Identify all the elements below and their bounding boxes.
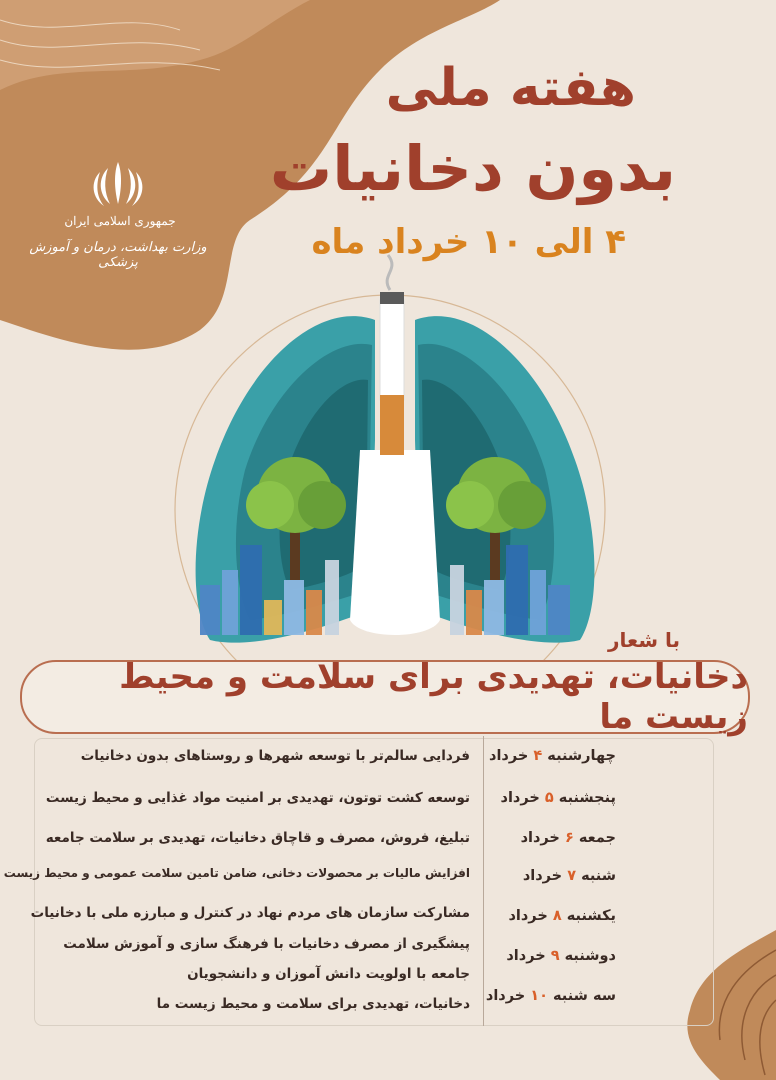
iran-emblem-icon xyxy=(90,158,146,210)
day-month: خرداد xyxy=(508,908,553,924)
day-month: خرداد xyxy=(520,830,565,846)
schedule-topic: فردایی سالم‌تر با توسعه شهرها و روستاهای بدون دخانیات xyxy=(80,748,470,764)
schedule-topic: توسعه کشت توتون، تهدیدی بر امنیت مواد غذایی و محیط زیست xyxy=(45,790,470,806)
day-number: ۵ xyxy=(544,790,554,806)
day-name: چهارشنبه xyxy=(542,748,616,764)
day-name: دوشنبه xyxy=(559,948,616,964)
schedule-topic: افزایش مالیات بر محصولات دخانی، ضامن تامین سلامت عمومی و محیط زیست xyxy=(3,866,470,880)
event-dates: ۴ الی ۱۰ خرداد ماه xyxy=(311,222,626,262)
schedule-day xyxy=(488,908,616,924)
schedule-day xyxy=(488,948,616,964)
day-number: ۴ xyxy=(533,748,543,764)
day-month: خرداد xyxy=(489,748,534,764)
org-name-line1: جمهوری اسلامی ایران xyxy=(64,214,176,228)
day-month: خرداد xyxy=(485,988,531,1004)
day-name: سه شنبه xyxy=(547,988,616,1004)
slogan-banner xyxy=(20,657,750,737)
schedule-day xyxy=(488,830,616,846)
org-name-line2: وزارت بهداشت، درمان و آموزش پزشکی xyxy=(29,240,207,270)
day-month: خرداد xyxy=(500,790,545,806)
day-number: ۶ xyxy=(564,830,574,846)
day-name: یکشنبه xyxy=(561,908,616,924)
schedule-divider xyxy=(483,736,484,1026)
day-number: ۱۰ xyxy=(530,988,548,1004)
day-name: شنبه xyxy=(576,868,616,884)
lungs-illustration xyxy=(196,255,595,643)
schedule-day xyxy=(488,748,616,764)
schedule-topic: مشارکت سازمان های مردم نهاد در کنترل و مبارزه ملی با دخانیات xyxy=(30,905,470,921)
schedule-day xyxy=(485,988,616,1004)
poster-title-line2: بدون دخانیات xyxy=(269,132,676,205)
day-name: جمعه xyxy=(573,830,616,846)
slogan-label: با شعار xyxy=(608,628,680,652)
day-name: پنجشنبه xyxy=(553,790,616,806)
cigarette-icon xyxy=(380,255,404,455)
day-month: خرداد xyxy=(522,868,568,884)
schedule-topic: جامعه با اولویت دانش آموزان و دانشجویان xyxy=(187,966,470,982)
schedule-topic: تبلیغ، فروش، مصرف و قاچاق دخانیات، تهدیدی بر سلامت جامعه xyxy=(45,830,470,846)
schedule-topic: دخانیات، تهدیدی برای سلامت و محیط زیست ما xyxy=(156,996,470,1012)
poster-title-line1: هفته ملی xyxy=(385,58,636,118)
day-number: ۸ xyxy=(552,908,562,924)
schedule-topic: پیشگیری از مصرف دخانیات با فرهنگ سازی و آموزش سلامت xyxy=(63,936,470,952)
schedule-day xyxy=(488,868,616,884)
day-number: ۹ xyxy=(550,948,560,964)
schedule-day xyxy=(488,790,616,806)
slogan-text: دخانیات، تهدیدی برای سلامت و محیط زیست ما xyxy=(119,657,748,737)
day-month: خرداد xyxy=(506,948,551,964)
day-number: ۷ xyxy=(567,868,577,884)
